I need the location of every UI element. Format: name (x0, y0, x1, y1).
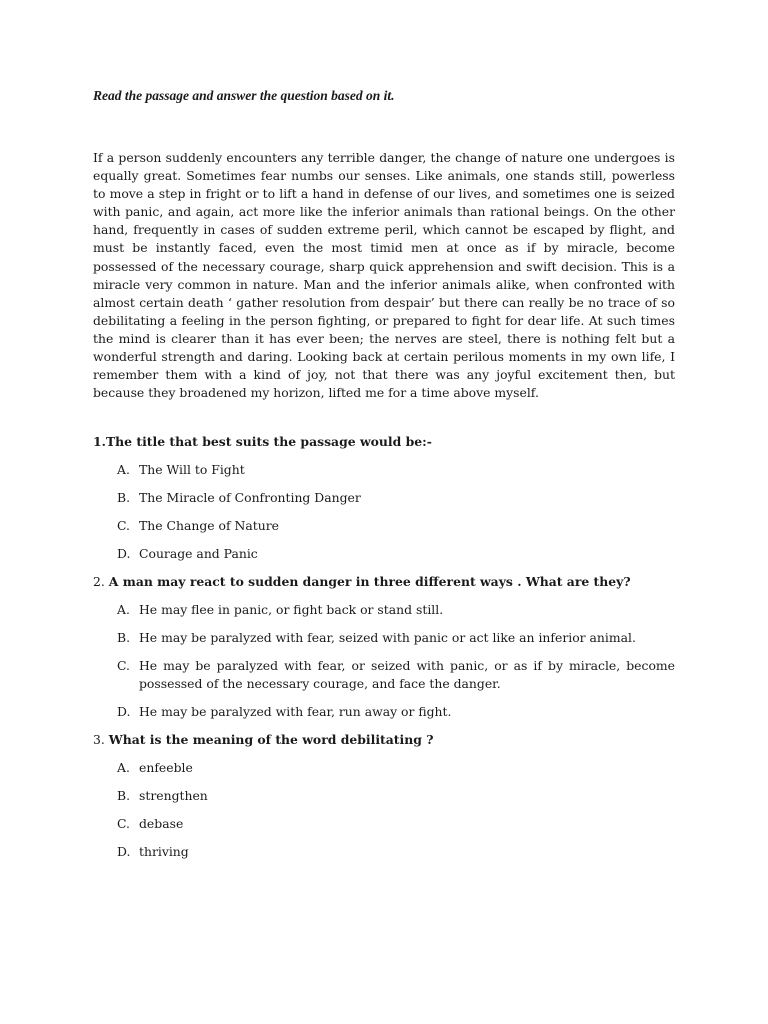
option-letter: D. (117, 546, 131, 562)
option-letter: D. (117, 844, 131, 860)
option-text: debase (139, 816, 184, 832)
instruction-heading: Read the passage and answer the question based on it. (93, 88, 395, 103)
question-3-text: What is the meaning of the word debilitating ? (108, 732, 434, 748)
option-letter: C. (117, 816, 130, 832)
option-text: The Will to Fight (139, 462, 245, 478)
option-text: enfeeble (139, 760, 193, 776)
question-2-number: 2. (93, 574, 105, 590)
option-letter: D. (117, 704, 131, 720)
question-1-number: 1. (93, 434, 106, 450)
option-letter: C. (117, 658, 130, 674)
question-1-text: The title that best suits the passage would be:- (105, 434, 432, 450)
option-text: He may be paralyzed with fear, run away or fight. (139, 704, 452, 720)
option-letter: B. (117, 630, 131, 646)
option-text: The Miracle of Confronting Danger (139, 490, 361, 506)
q2-option-c (93, 657, 675, 693)
question-1 (93, 433, 675, 451)
question-2 (93, 573, 675, 591)
option-text: thriving (139, 844, 189, 860)
q2-option-b (93, 629, 675, 647)
option-text: strengthen (139, 788, 208, 804)
question-3-number: 3. (93, 732, 105, 748)
option-text: He may be paralyzed with fear, seized with panic or act like an inferior animal. (139, 630, 636, 646)
q1-option-a (93, 461, 675, 479)
question-3-options (93, 759, 675, 861)
q3-option-c (93, 815, 675, 833)
option-letter: A. (117, 760, 130, 776)
question-2-text: A man may react to sudden danger in three different ways . What are they? (108, 574, 631, 590)
q3-option-b (93, 787, 675, 805)
q1-option-d (93, 545, 675, 563)
q3-option-d (93, 843, 675, 861)
option-letter: B. (117, 788, 131, 804)
option-letter: A. (117, 462, 130, 478)
option-letter: C. (117, 518, 130, 534)
q2-option-a (93, 601, 675, 619)
question-2-options (93, 601, 675, 721)
question-3 (93, 731, 675, 749)
q1-option-b (93, 489, 675, 507)
option-text: Courage and Panic (139, 546, 258, 562)
option-letter: A. (117, 602, 130, 618)
option-text: The Change of Nature (139, 518, 279, 534)
q1-option-c (93, 517, 675, 535)
question-1-options (93, 461, 675, 563)
option-text: He may be paralyzed with fear, or seized with panic, or as if by miracle, become possessed of the necessary courage, and face the danger. (139, 658, 675, 692)
option-text: He may flee in panic, or fight back or stand still. (139, 602, 444, 618)
option-letter: B. (117, 490, 131, 506)
reading-passage: If a person suddenly encounters any terrible danger, the change of nature one undergoes is equally great. Sometimes fear numbs our senses. Like animals, one stands still, powerless to move a step in fright or to lift a hand in defense of our lives, and sometimes one is seized with panic, and again, act more like the inferior animals than rational beings. On the other hand, frequently in cases of sudden extreme peril, which cannot be escaped by flight, and must be instantly faced, even the most timid men at once as if by miracle, become possessed of the necessary courage, sharp quick apprehension and swift decision. This is a miracle very common in nature. Man and the inferior animals alike, when confronted with almost certain death ‘ gather resolution from despair’ but there can really be no trace of so debilitating a feeling in the person fighting, or prepared to fight for dear life. At such times the mind is clearer than it has ever been; the nerves are steel, there is nothing felt but a wonderful strength and daring. Looking back at certain perilous moments in my own life, I remember them with a kind of joy, not that there was any joyful excitement then, but because they broadened my horizon, lifted me for a time above myself. (93, 150, 675, 401)
q2-option-d (93, 703, 675, 721)
q3-option-a (93, 759, 675, 777)
document-page (93, 88, 675, 861)
